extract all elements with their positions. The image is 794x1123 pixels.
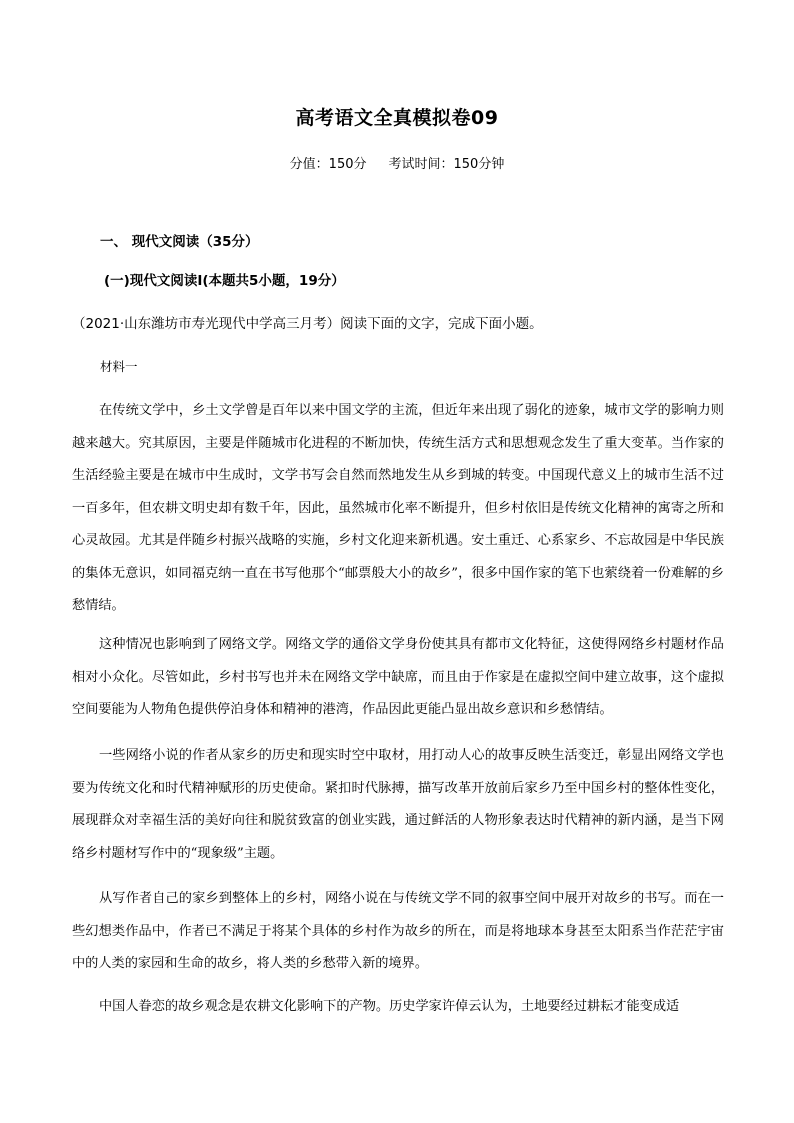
paragraph-3: 一些网络小说的作者从家乡的历史和现实时空中取材，用打动人心的故事反映生活变迁，彰显出网络文学也要为传统文化和时代精神赋形的历史使命。紧扣时代脉搏，描写改革开放前后家乡乃至中国乡村的整体性变化，展现群众对幸福生活的美好向往和脱贫致富的创业实践，通过鲜活的人物形象表达时代精神的新内涵，是当下网络乡村题材写作中的“现象级”主题。: [72, 748, 724, 861]
paragraph-1: 在传统文学中，乡土文学曾是百年以来中国文学的主流，但近年来出现了弱化的迹象，城市文学的影响力则越来越大。究其原因，主要是伴随城市化进程的不断加快，传统生活方式和思想观念发生了重大变革。当作家的生活经验主要是在城市中生成时，文学书写会自然而然地发生从乡到城的转变。中国现代意义上的城市生活不过一百多年，但农耕文明史却有数千年，因此，虽然城市化率不断提升，但乡村依旧是传统文化精神的寓寄之所和心灵故园。尤其是伴随乡村振兴战略的实施，乡村文化迎来新机遇。安土重迁、心系家乡、不忘故园是中华民族的集体无意识，如同福克纳一直在书写他那个“邮票般大小的故乡”，很多中国作家的笔下也萦绕着一份难解的乡愁情结。: [72, 403, 724, 613]
paragraph-4: 从写作者自己的家乡到整体上的乡村，网络小说在与传统文学不同的叙事空间中展开对故乡的书写。而在一些幻想类作品中，作者已不满足于将某个具体的乡村作为故乡的所在，而是将地球本身甚至太阳系当作茫茫宇宙中的人类的家园和生命的故乡，将人类的乡愁带入新的境界。: [72, 891, 724, 971]
time-info: 考试时间：150分钟: [388, 157, 505, 172]
source-line: （2021·山东潍坊市寿光现代中学高三月考）阅读下面的文字，完成下面小题。: [72, 316, 543, 332]
score-info: 分值：150分: [289, 157, 367, 172]
subsection-heading: (一)现代文阅读Ⅰ(本题共5小题，19分）: [104, 273, 345, 289]
paragraph-5: 中国人眷恋的故乡观念是农耕文化影响下的产物。历史学家许倬云认为，土地要经过耕耘才能变成适: [99, 999, 680, 1014]
paragraph-2: 这种情况也影响到了网络文学。网络文学的通俗文学身份使其具有都市文化特征，这使得网络乡村题材作品相对小众化。尽管如此，乡村书写也并未在网络文学中缺席，而且由于作家是在虚拟空间中建立故事，这个虚拟空间要能为人物角色提供停泊身体和精神的港湾，作品因此更能凸显出故乡意识和乡愁情结。: [72, 637, 724, 717]
document-title: 高考语文全真模拟卷09: [295, 107, 499, 129]
exam-meta: [0, 153, 794, 172]
material-label: 材料一: [100, 359, 138, 374]
section-heading: 一、 现代文阅读（35分）: [100, 234, 259, 250]
